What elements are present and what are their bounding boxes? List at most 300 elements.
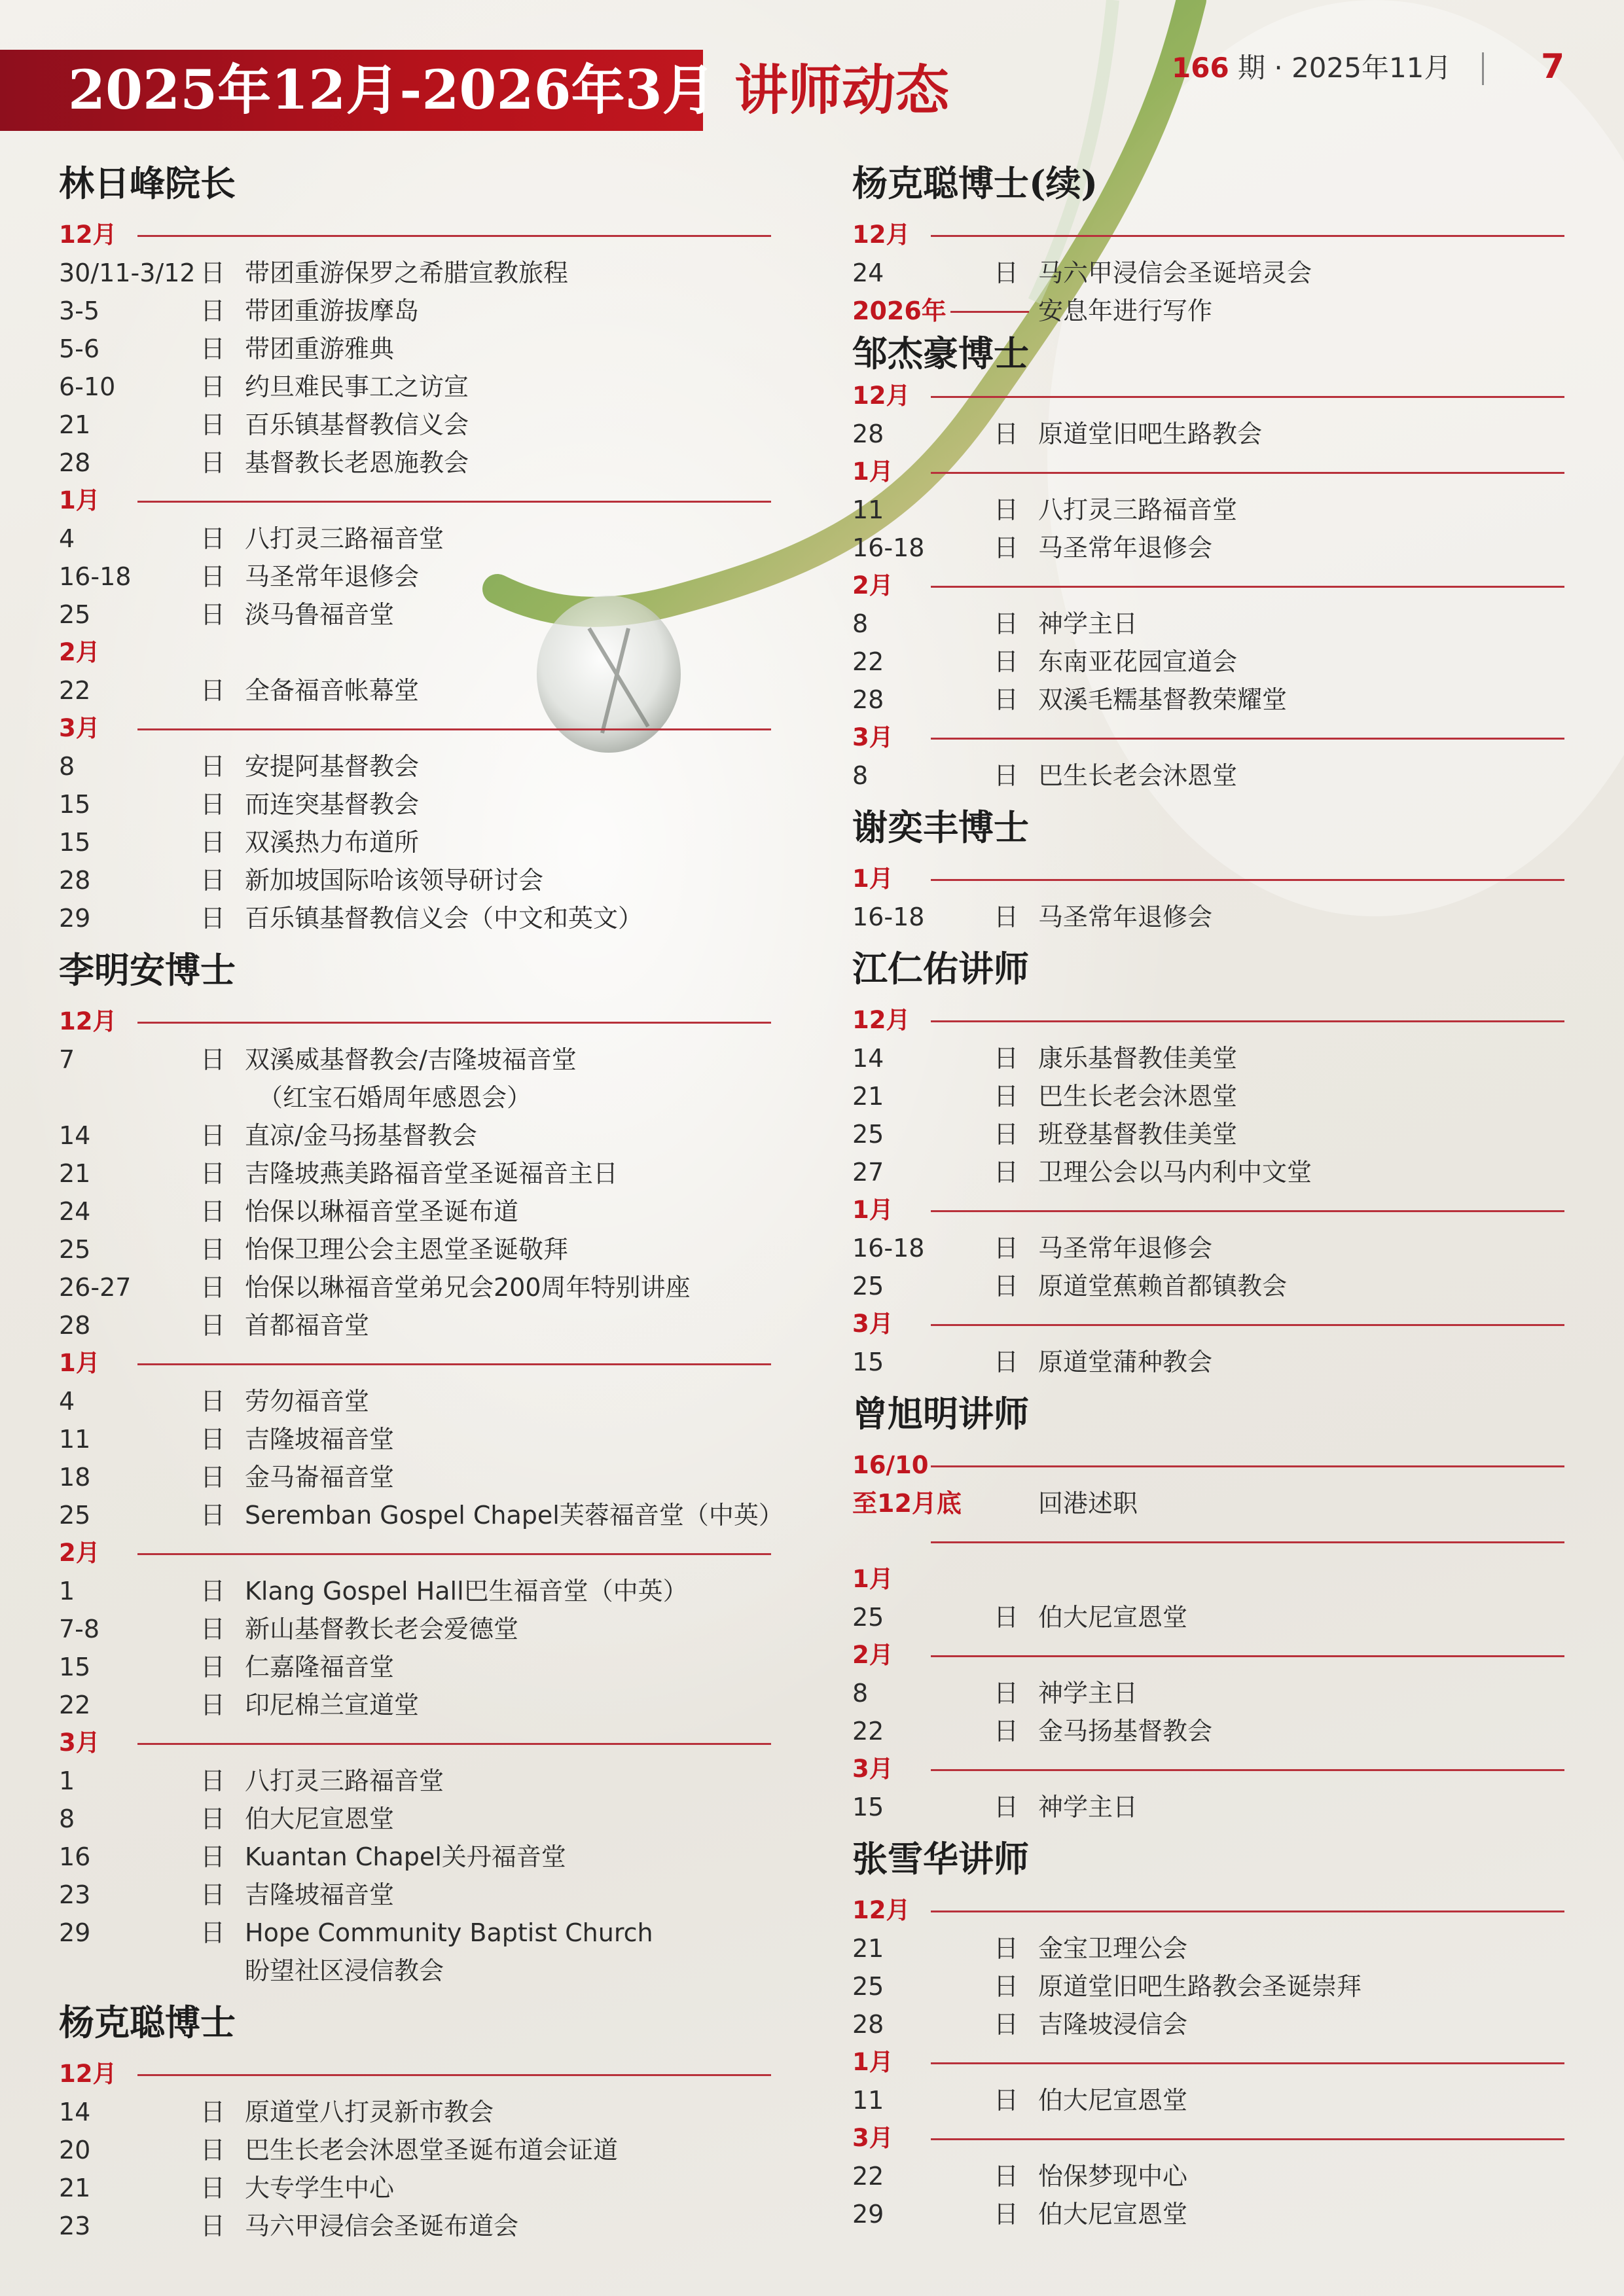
schedule-day-label: 日 (200, 1501, 226, 1530)
schedule-row (852, 1674, 1564, 1712)
schedule-row (852, 1077, 1564, 1115)
month-header (59, 482, 771, 520)
divider-rule (931, 1655, 1564, 1657)
schedule-date: 22 (852, 2162, 884, 2191)
schedule-date: 15 (59, 1653, 91, 1681)
schedule-row (59, 672, 771, 709)
schedule-date: 1 (59, 1577, 75, 1605)
schedule-day-label: 日 (200, 1691, 226, 1719)
schedule-date: 16-18 (852, 1234, 925, 1263)
schedule-row (852, 1484, 1564, 1522)
schedule-row (59, 1914, 771, 1952)
schedule-event: 怡保以琳福音堂弟兄会200周年特别讲座 (245, 1273, 691, 1302)
month-label: 12月 (59, 1007, 117, 1035)
divider-rule (931, 2138, 1564, 2140)
schedule-day-label: 日 (200, 1197, 226, 1226)
schedule-row-continuation (59, 1079, 771, 1117)
month-header (59, 216, 771, 254)
schedule-date: 11 (852, 2086, 884, 2115)
schedule-row (59, 1800, 771, 1838)
schedule-day-label: 日 (994, 1717, 1019, 1746)
schedule-event: 双溪毛糯基督教荣耀堂 (1038, 685, 1288, 714)
schedule-day-label: 日 (994, 1348, 1019, 1376)
schedule-row (852, 1229, 1564, 1267)
section-title-li: 李明安博士 (59, 949, 236, 991)
divider-rule (931, 879, 1564, 881)
schedule-row (59, 2169, 771, 2207)
schedule-event: 神学主日 (1038, 1679, 1138, 1708)
schedule-row (852, 1598, 1564, 1636)
schedule-event: 新加坡国际哈该领导研讨会 (245, 866, 544, 895)
schedule-day-label: 日 (200, 1235, 226, 1264)
schedule-row (852, 491, 1564, 529)
schedule-date: 14 (852, 1044, 884, 1073)
month-label: 12月 (852, 1896, 911, 1924)
schedule-date: 29 (59, 1918, 91, 1947)
month-label: 12月 (852, 382, 911, 410)
month-label: 1月 (852, 457, 893, 486)
schedule-event: Kuantan Chapel关丹福音堂 (245, 1842, 566, 1871)
schedule-row (59, 558, 771, 596)
schedule-date: 28 (59, 866, 91, 895)
schedule-date: 21 (59, 410, 91, 439)
schedule-row (59, 1117, 771, 1155)
schedule-event: 伯大尼宣恩堂 (1038, 2200, 1188, 2229)
schedule-row (852, 2195, 1564, 2233)
section-title-zhang: 张雪华讲师 (852, 1838, 1029, 1880)
month-header (852, 1892, 1564, 1929)
schedule-row (852, 1153, 1564, 1191)
schedule-day-label: 日 (994, 1679, 1019, 1708)
schedule-day-label: 日 (994, 1120, 1019, 1149)
schedule-row (59, 1306, 771, 1344)
schedule-event: 原道堂旧吧生路教会圣诞崇拜 (1038, 1972, 1362, 2001)
divider-rule (137, 235, 771, 237)
month-label: 3月 (852, 1310, 893, 1338)
month-label: 1月 (852, 2048, 893, 2076)
schedule-event: 八打灵三路福音堂 (245, 524, 444, 553)
schedule-date: 30/11-3/12 (59, 259, 196, 287)
schedule-event: 伯大尼宣恩堂 (1038, 2086, 1188, 2115)
divider-rule (931, 2062, 1564, 2064)
schedule-row (852, 2005, 1564, 2043)
schedule-row (59, 1458, 771, 1496)
schedule-row (59, 254, 771, 292)
schedule-event: （红宝石婚周年感恩会） (258, 1083, 532, 1112)
schedule-row (852, 529, 1564, 567)
schedule-day-label: 日 (994, 1234, 1019, 1263)
schedule-day-label: 日 (200, 1273, 226, 1302)
schedule-day-label: 日 (200, 410, 226, 439)
schedule-date: 25 (852, 1972, 884, 2001)
schedule-day-label: 日 (994, 1158, 1019, 1187)
schedule-day-label: 日 (200, 2098, 226, 2126)
schedule-row (852, 605, 1564, 643)
divider-rule (137, 728, 771, 730)
schedule-date: 8 (59, 1804, 75, 1833)
schedule-row (59, 1193, 771, 1230)
schedule-event: 神学主日 (1038, 1793, 1138, 1821)
schedule-date: 28 (852, 685, 884, 714)
section-title-lin: 林日峰院长 (59, 162, 236, 204)
month-label: 2月 (852, 571, 893, 600)
month-label: 3月 (852, 723, 893, 751)
page-number: 7 (1541, 47, 1565, 86)
schedule-event: 东南亚花园宣道会 (1038, 647, 1238, 676)
month-label: 3月 (852, 1755, 893, 1783)
schedule-day-label: 日 (200, 2212, 226, 2240)
schedule-date: 15 (852, 1348, 884, 1376)
schedule-day-label: 日 (200, 904, 226, 933)
schedule-row (59, 2207, 771, 2245)
schedule-row (852, 1039, 1564, 1077)
schedule-day-label: 日 (200, 790, 226, 819)
left-column (59, 151, 784, 2245)
schedule-day-label: 日 (200, 1918, 226, 1947)
month-header (852, 1750, 1564, 1788)
schedule-row (852, 1343, 1564, 1381)
schedule-date: 28 (852, 2010, 884, 2039)
schedule-day-label: 日 (200, 1045, 226, 1074)
schedule-row (59, 861, 771, 899)
schedule-day-label: 日 (994, 903, 1019, 931)
schedule-day-label: 日 (200, 296, 226, 325)
month-label: 2月 (59, 638, 100, 666)
divider-rule (137, 1022, 771, 1024)
page-subtitle: 讲师动态 (734, 59, 950, 122)
schedule-event: 八打灵三路福音堂 (1038, 495, 1238, 524)
schedule-event: 安提阿基督教会 (245, 752, 420, 781)
section-title-zeng: 曾旭明讲师 (852, 1393, 1029, 1435)
schedule-day-label: 日 (200, 1880, 226, 1909)
schedule-row (59, 444, 771, 482)
schedule-event: 金马扬基督教会 (1038, 1717, 1213, 1746)
schedule-event: 班登基督教佳美堂 (1038, 1120, 1238, 1149)
schedule-day-label: 日 (200, 828, 226, 857)
month-header (59, 634, 771, 672)
schedule-event: 巴生长老会沐恩堂 (1038, 1082, 1238, 1111)
schedule-day-label: 日 (994, 609, 1019, 638)
month-header (852, 1191, 1564, 1229)
schedule-date: 4 (59, 524, 75, 553)
month-label: 3月 (852, 2124, 893, 2152)
schedule-event: 马六甲浸信会圣诞布道会 (245, 2212, 519, 2240)
schedule-row (852, 1788, 1564, 1826)
schedule-date: 15 (59, 790, 91, 819)
schedule-date: 29 (59, 904, 91, 933)
schedule-row (59, 1838, 771, 1876)
schedule-date: 25 (59, 600, 91, 629)
schedule-date: 18 (59, 1463, 91, 1492)
schedule-day-label: 日 (200, 372, 226, 401)
schedule-date: 20 (59, 2136, 91, 2164)
schedule-event: 马圣常年退修会 (245, 562, 420, 591)
schedule-day-label: 日 (200, 1159, 226, 1188)
schedule-date: 23 (59, 2212, 91, 2240)
schedule-row (59, 2131, 771, 2169)
schedule-event: 盼望社区浸信教会 (245, 1956, 444, 1985)
schedule-date: 28 (59, 448, 91, 477)
issue-number: 166 (1172, 52, 1229, 84)
schedule-date: 25 (852, 1272, 884, 1300)
schedule-event: 淡马鲁福音堂 (245, 600, 395, 629)
schedule-event: 神学主日 (1038, 609, 1138, 638)
schedule-day-label: 日 (200, 1463, 226, 1492)
schedule-event: 康乐基督教佳美堂 (1038, 1044, 1238, 1073)
schedule-day-label: 日 (200, 2136, 226, 2164)
schedule-date: 11 (59, 1425, 91, 1454)
schedule-day-label: 日 (994, 761, 1019, 790)
schedule-row (852, 643, 1564, 681)
divider-rule (931, 1910, 1564, 1912)
schedule-row (59, 368, 771, 406)
schedule-event: 怡保卫理公会主恩堂圣诞敬拜 (245, 1235, 569, 1264)
schedule-event: 八打灵三路福音堂 (245, 1767, 444, 1795)
schedule-day-label: 日 (994, 495, 1019, 524)
schedule-date: 25 (59, 1235, 91, 1264)
schedule-event: 基督教长老恩施教会 (245, 448, 469, 477)
schedule-event: 仁嘉隆福音堂 (245, 1653, 395, 1681)
schedule-row (852, 2157, 1564, 2195)
schedule-event: 吉隆坡福音堂 (245, 1880, 395, 1909)
schedule-event: 原道堂旧吧生路教会 (1038, 420, 1263, 448)
schedule-event: 百乐镇基督教信义会 (245, 410, 469, 439)
schedule-event: 马圣常年退修会 (1038, 903, 1213, 931)
schedule-day-label: 日 (994, 2086, 1019, 2115)
schedule-date: 11 (852, 495, 884, 524)
schedule-event: 回港述职 (1038, 1489, 1138, 1518)
schedule-date: 22 (59, 1691, 91, 1719)
schedule-row (59, 1648, 771, 1686)
month-label: 16/10 (852, 1451, 929, 1479)
schedule-day-label: 日 (994, 2162, 1019, 2191)
schedule-day-label: 日 (994, 1272, 1019, 1300)
schedule-date: 8 (852, 761, 869, 790)
schedule-row (852, 1267, 1564, 1305)
month-label: 12月 (852, 1006, 911, 1034)
schedule-day-label: 日 (200, 1425, 226, 1454)
schedule-event: 伯大尼宣恩堂 (1038, 1603, 1188, 1632)
schedule-event: 伯大尼宣恩堂 (245, 1804, 395, 1833)
schedule-day-label: 日 (200, 259, 226, 287)
schedule-date: 28 (59, 1311, 91, 1340)
schedule-date: 14 (59, 2098, 91, 2126)
schedule-day-label: 日 (994, 2010, 1019, 2039)
schedule-event: 印尼棉兰宣道堂 (245, 1691, 420, 1719)
schedule-day-label: 日 (994, 533, 1019, 562)
schedule-row (59, 1876, 771, 1914)
divider-rule (931, 1324, 1564, 1326)
schedule-event: 直凉/金马扬基督教会 (245, 1121, 477, 1150)
divider-rule (137, 2074, 771, 2076)
month-header (852, 567, 1564, 605)
schedule-event: Klang Gospel Hall巴生福音堂（中英） (245, 1577, 688, 1605)
schedule-date: 25 (59, 1501, 91, 1530)
schedule-event: 原道堂蕉赖首都镇教会 (1038, 1272, 1288, 1300)
schedule-row (852, 757, 1564, 795)
schedule-row (59, 1230, 771, 1268)
schedule-date: 21 (852, 1082, 884, 1111)
month-header (852, 1446, 1564, 1484)
schedule-date: 至12月底 (852, 1489, 962, 1518)
schedule-row (59, 292, 771, 330)
month-header (852, 377, 1564, 415)
divider-rule (931, 396, 1564, 398)
section-title-yang: 杨克聪博士 (59, 2001, 236, 2043)
month-header (59, 1534, 771, 1572)
month-label: 2月 (59, 1539, 100, 1567)
schedule-date: 8 (852, 609, 869, 638)
schedule-day-label: 日 (200, 334, 226, 363)
schedule-event: 巴生长老会沐恩堂 (1038, 761, 1238, 790)
schedule-day-label: 日 (200, 1804, 226, 1833)
schedule-day-label: 日 (200, 676, 226, 705)
schedule-event: 全备福音帐幕堂 (245, 676, 420, 705)
section-title-zou: 邹杰豪博士 (852, 332, 1029, 374)
schedule-day-label: 日 (200, 2174, 226, 2202)
schedule-date: 8 (59, 752, 75, 781)
schedule-day-label: 日 (200, 524, 226, 553)
schedule-row (852, 1967, 1564, 2005)
divider-rule (852, 1522, 1564, 1560)
schedule-date: 21 (59, 1159, 91, 1188)
schedule-event: 金马崙福音堂 (245, 1463, 395, 1492)
month-header (852, 453, 1564, 491)
schedule-event: 金宝卫理公会 (1038, 1934, 1188, 1963)
schedule-day-label: 日 (994, 259, 1019, 287)
schedule-event: 新山基督教长老会爱德堂 (245, 1615, 519, 1643)
month-label: 1月 (852, 1196, 893, 1224)
month-header (852, 1001, 1564, 1039)
schedule-event: 原道堂蒲种教会 (1038, 1348, 1213, 1376)
schedule-date: 27 (852, 1158, 884, 1187)
schedule-event: Hope Community Baptist Church (245, 1918, 653, 1947)
divider-rule (931, 738, 1564, 740)
schedule-date: 28 (852, 420, 884, 448)
month-header (852, 1305, 1564, 1343)
schedule-date: 24 (59, 1197, 91, 1226)
schedule-day-label: 日 (200, 1767, 226, 1795)
schedule-date: 6-10 (59, 372, 116, 401)
schedule-event: 而连突基督教会 (245, 790, 420, 819)
schedule-day-label: 日 (994, 1793, 1019, 1821)
issue-text: 期 · 2025年11月 (1229, 52, 1452, 84)
schedule-day-label: 日 (200, 1311, 226, 1340)
month-label: 3月 (59, 714, 100, 742)
schedule-event: 原道堂八打灵新市教会 (245, 2098, 494, 2126)
month-header (852, 860, 1564, 898)
month-header (59, 1344, 771, 1382)
schedule-day-label: 日 (200, 1653, 226, 1681)
schedule-row (59, 2093, 771, 2131)
schedule-date: 3-5 (59, 296, 100, 325)
schedule-day-label: 日 (200, 1121, 226, 1150)
schedule-event: 双溪威基督教会/吉隆坡福音堂 (245, 1045, 577, 1074)
schedule-date: 16-18 (852, 903, 925, 931)
schedule-event: 带团重游雅典 (245, 334, 395, 363)
issue-info (1172, 51, 1451, 85)
schedule-date: 15 (59, 828, 91, 857)
schedule-date: 29 (852, 2200, 884, 2229)
schedule-row (852, 2081, 1564, 2119)
schedule-event: 大专学生中心 (245, 2174, 395, 2202)
schedule-day-label: 日 (994, 2200, 1019, 2229)
month-header (852, 1636, 1564, 1674)
schedule-date: 2026年 (852, 296, 947, 325)
header-divider (1482, 52, 1484, 85)
schedule-day-label: 日 (200, 1615, 226, 1643)
schedule-event: 巴生长老会沐恩堂圣诞布道会证道 (245, 2136, 619, 2164)
schedule-date: 7-8 (59, 1615, 100, 1643)
schedule-event: 约旦难民事工之访宣 (245, 372, 469, 401)
schedule-row (59, 747, 771, 785)
month-header (852, 1560, 1564, 1598)
month-header (852, 216, 1564, 254)
schedule-row (59, 596, 771, 634)
schedule-row (59, 1762, 771, 1800)
schedule-row (59, 899, 771, 937)
schedule-event: 马圣常年退修会 (1038, 1234, 1213, 1263)
schedule-day-label: 日 (200, 866, 226, 895)
schedule-date: 22 (852, 647, 884, 676)
schedule-day-label: 日 (200, 1577, 226, 1605)
schedule-event: 卫理公会以马内利中文堂 (1038, 1158, 1312, 1187)
month-label: 1月 (852, 1565, 893, 1593)
schedule-event: 带团重游保罗之希腊宣教旅程 (245, 259, 569, 287)
schedule-row (59, 1496, 784, 1534)
schedule-row (852, 1929, 1564, 1967)
month-label: 12月 (59, 221, 117, 249)
schedule-day-label: 日 (200, 448, 226, 477)
divider-rule (931, 1210, 1564, 1212)
schedule-event: 劳勿福音堂 (245, 1387, 370, 1416)
schedule-row (59, 1572, 771, 1610)
schedule-day-label: 日 (994, 1972, 1019, 2001)
month-label: 12月 (59, 2060, 117, 2088)
schedule-event: 吉隆坡燕美路福音堂圣诞福音主日 (245, 1159, 619, 1188)
schedule-event: 马圣常年退修会 (1038, 533, 1213, 562)
schedule-day-label: 日 (994, 420, 1019, 448)
schedule-row (59, 1686, 771, 1724)
section-title-yang-cont: 杨克聪博士(续) (852, 162, 1098, 204)
month-label: 1月 (59, 486, 100, 514)
schedule-row-continuation (59, 1952, 771, 1990)
schedule-date: 1 (59, 1767, 75, 1795)
schedule-row (59, 1420, 771, 1458)
schedule-day-label: 日 (994, 1934, 1019, 1963)
schedule-date: 7 (59, 1045, 75, 1074)
schedule-day-label: 日 (994, 685, 1019, 714)
divider-rule (931, 472, 1564, 474)
right-column (852, 151, 1564, 2233)
schedule-row (59, 823, 771, 861)
schedule-event: 马六甲浸信会圣诞培灵会 (1038, 259, 1312, 287)
month-header (59, 1003, 771, 1041)
schedule-event: 双溪热力布道所 (245, 828, 420, 857)
schedule-event: 怡保以琳福音堂圣诞布道 (245, 1197, 519, 1226)
schedule-day-label: 日 (200, 752, 226, 781)
month-label: 1月 (852, 865, 893, 893)
schedule-row (852, 415, 1564, 453)
month-label: 12月 (852, 221, 911, 249)
schedule-event: 带团重游拔摩岛 (245, 296, 420, 325)
schedule-row (852, 254, 1564, 292)
schedule-date: 22 (59, 676, 91, 705)
schedule-date: 4 (59, 1387, 75, 1416)
page-header (0, 47, 1624, 131)
schedule-date: 24 (852, 259, 884, 287)
month-label: 2月 (852, 1641, 893, 1669)
